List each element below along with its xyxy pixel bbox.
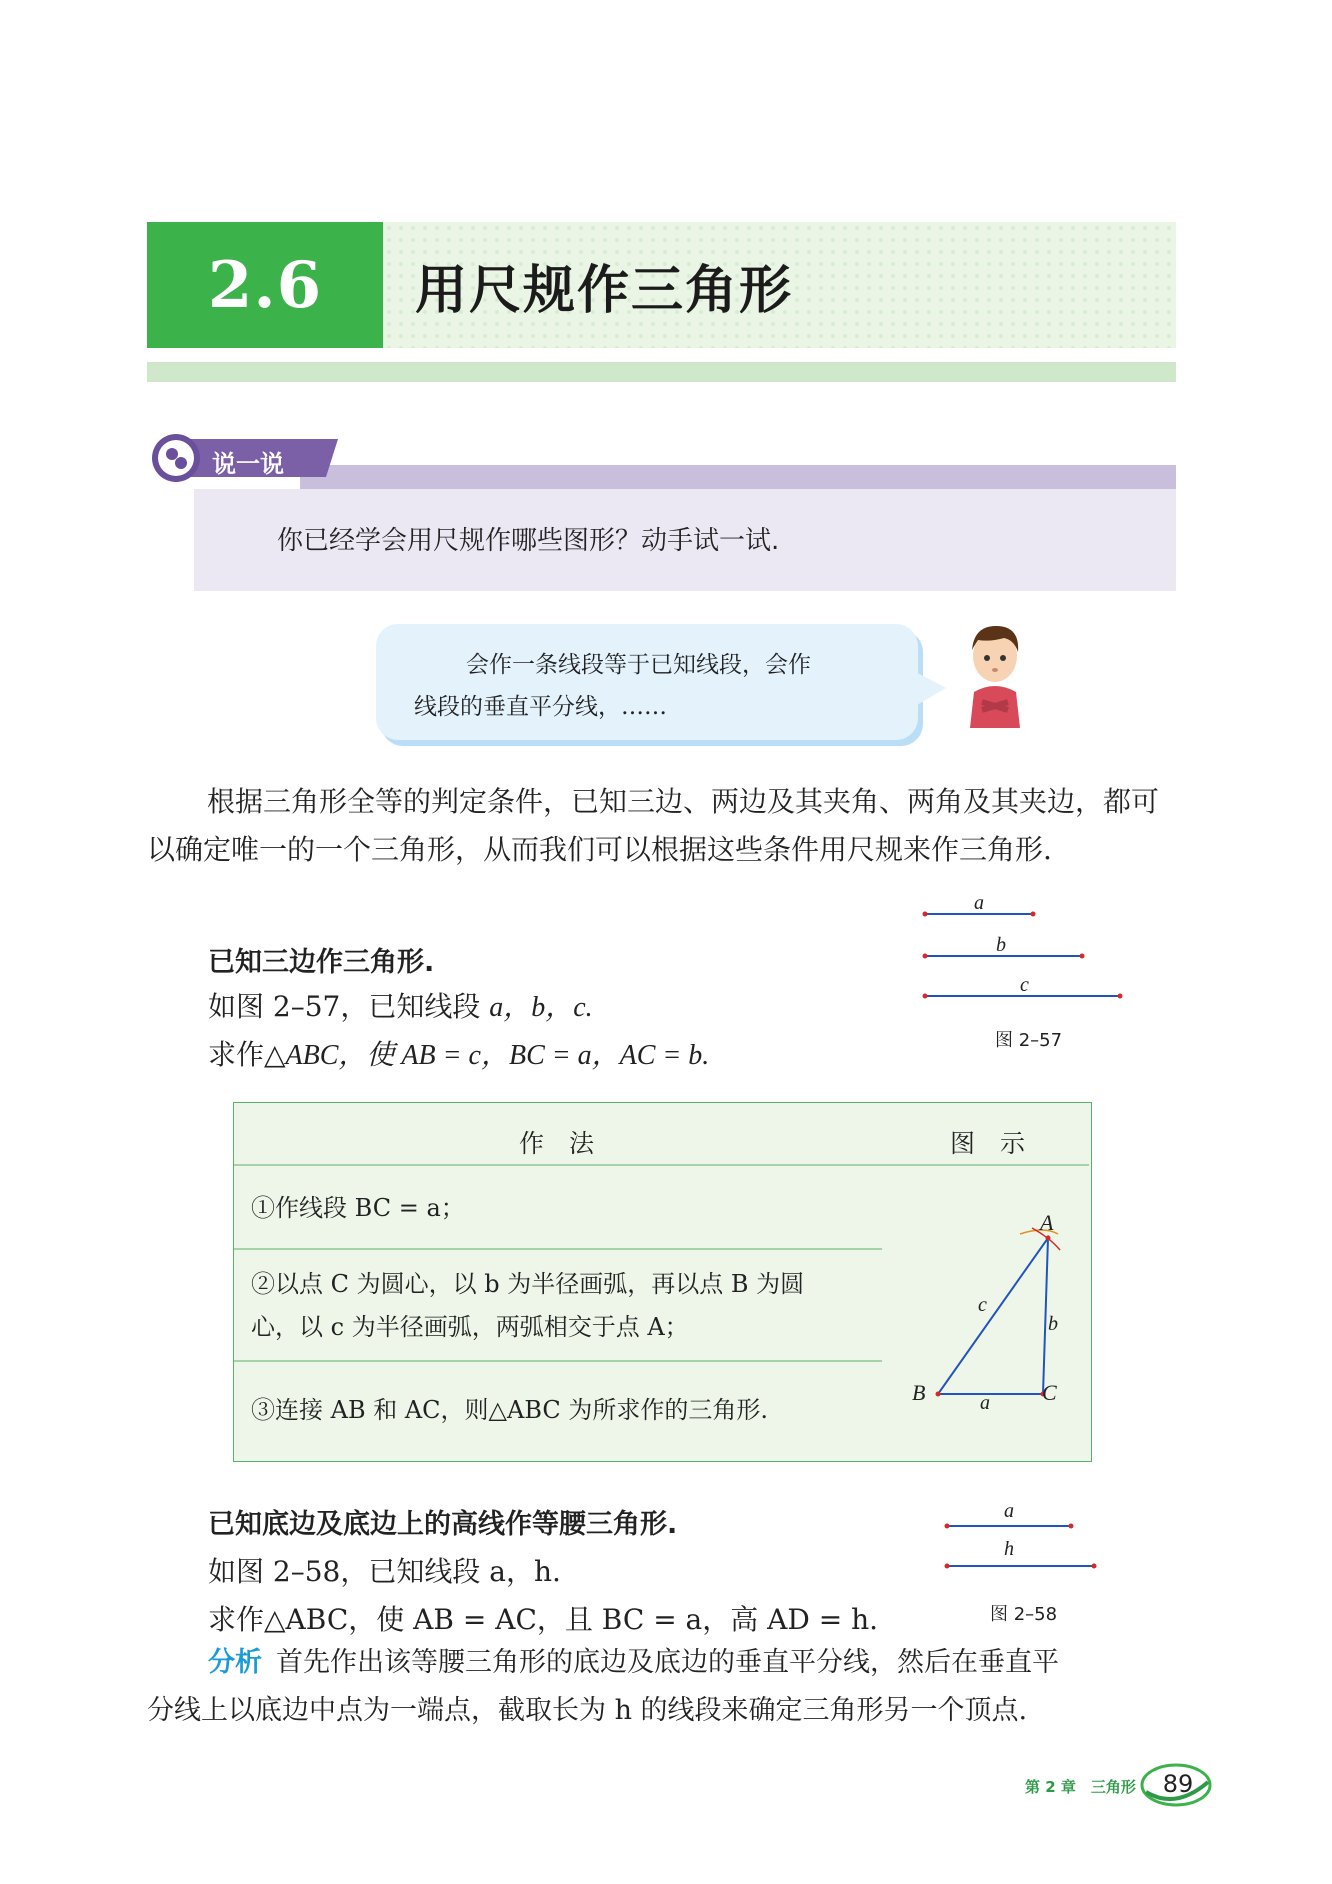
analysis-label: 分析 <box>208 1647 262 1678</box>
footer-chapter: 第 2 章 三角形 <box>1025 1778 1136 1796</box>
side-label-b: b <box>1048 1313 1058 1335</box>
say-bar <box>300 465 1176 489</box>
task2-title: 已知底边及底边上的高线作等腰三角形. <box>208 1509 678 1540</box>
task1-ask-prefix: 求作△ <box>208 1038 286 1071</box>
bubble-line-1: 会作一条线段等于已知线段，会作 <box>466 652 811 678</box>
task1-ask-rest: ABC，使 AB = c，BC = a，AC = b. <box>285 1040 710 1071</box>
task1-given <box>208 985 593 1025</box>
figure-2-58-caption: 图 2–58 <box>990 1604 1058 1625</box>
side-label-a: a <box>980 1392 990 1414</box>
intro-paragraph: 根据三角形全等的判定条件，已知三边、两边及其夹角、两角及其夹边，都可以确定唯一的一个三角形，从而我们可以根据这些条件用尺规来作三角形. <box>147 785 1160 866</box>
side-label-c: c <box>978 1294 987 1316</box>
analysis-line-1 <box>208 1640 1059 1679</box>
seg-label-a: a <box>974 892 984 914</box>
analysis-line-2: 分线上以底边中点为一端点，截取长为 h 的线段来确定三角形另一个顶点. <box>147 1695 1028 1726</box>
table-step-2-line-1: ②以点 C 为圆心，以 b 为半径画弧，再以点 B 为圆 <box>251 1270 805 1298</box>
table-row-divider-2 <box>234 1360 882 1362</box>
table-row-divider-1 <box>234 1248 882 1250</box>
header-divider-strip <box>147 362 1176 382</box>
say-question: 你已经学会用尺规作哪些图形？动手试一试. <box>277 526 780 556</box>
table-step-2-line-2: 心，以 c 为半径画弧，两弧相交于点 A； <box>251 1313 689 1341</box>
task2-given: 如图 2–58，已知线段 a，h. <box>208 1555 561 1588</box>
analysis-text-1: 首先作出该等腰三角形的底边及底边的垂直平分线，然后在垂直平 <box>276 1647 1059 1678</box>
task1-ask <box>208 1033 709 1073</box>
triangle-abc <box>938 1238 1048 1394</box>
table-head-method: 作 法 <box>519 1129 595 1158</box>
table-head-figure: 图 示 <box>950 1129 1026 1158</box>
task1-given-vars: a，b，c. <box>489 992 593 1023</box>
vertex-label-b: B <box>912 1380 926 1405</box>
section-title: 用尺规作三角形 <box>415 260 794 321</box>
page-number: 89 <box>1162 1770 1194 1798</box>
bubble-text <box>414 644 894 728</box>
figure-2-58 <box>935 1510 1105 1590</box>
table-step-3: ③连接 AB 和 AC，则△ABC 为所求作的三角形. <box>251 1396 769 1424</box>
seg-label-h: h <box>1004 1538 1014 1560</box>
bubble-line-2: 线段的垂直平分线，…… <box>414 694 667 720</box>
seg-label-b: b <box>996 934 1006 956</box>
figure-2-57-caption: 图 2–57 <box>995 1030 1063 1051</box>
vertex-label-a: A <box>1040 1210 1054 1235</box>
task1-title: 已知三边作三角形. <box>208 947 435 978</box>
vertex-label-c: C <box>1042 1380 1057 1405</box>
bubble-tail-icon <box>912 670 948 710</box>
boy-character-icon <box>960 620 1030 728</box>
table-header-divider <box>234 1164 1089 1166</box>
task1-given-prefix: 如图 2–57，已知线段 <box>208 990 490 1023</box>
say-badge-label: 说一说 <box>212 450 284 478</box>
task2-ask: 求作△ABC，使 AB = AC，且 BC = a，高 AD = h. <box>208 1603 879 1636</box>
seg-label-c: c <box>1020 974 1029 996</box>
section-number: 2.6 <box>147 222 383 348</box>
table-step-1: ①作线段 BC = a； <box>251 1194 465 1222</box>
seg-label-a-2: a <box>1004 1500 1014 1522</box>
